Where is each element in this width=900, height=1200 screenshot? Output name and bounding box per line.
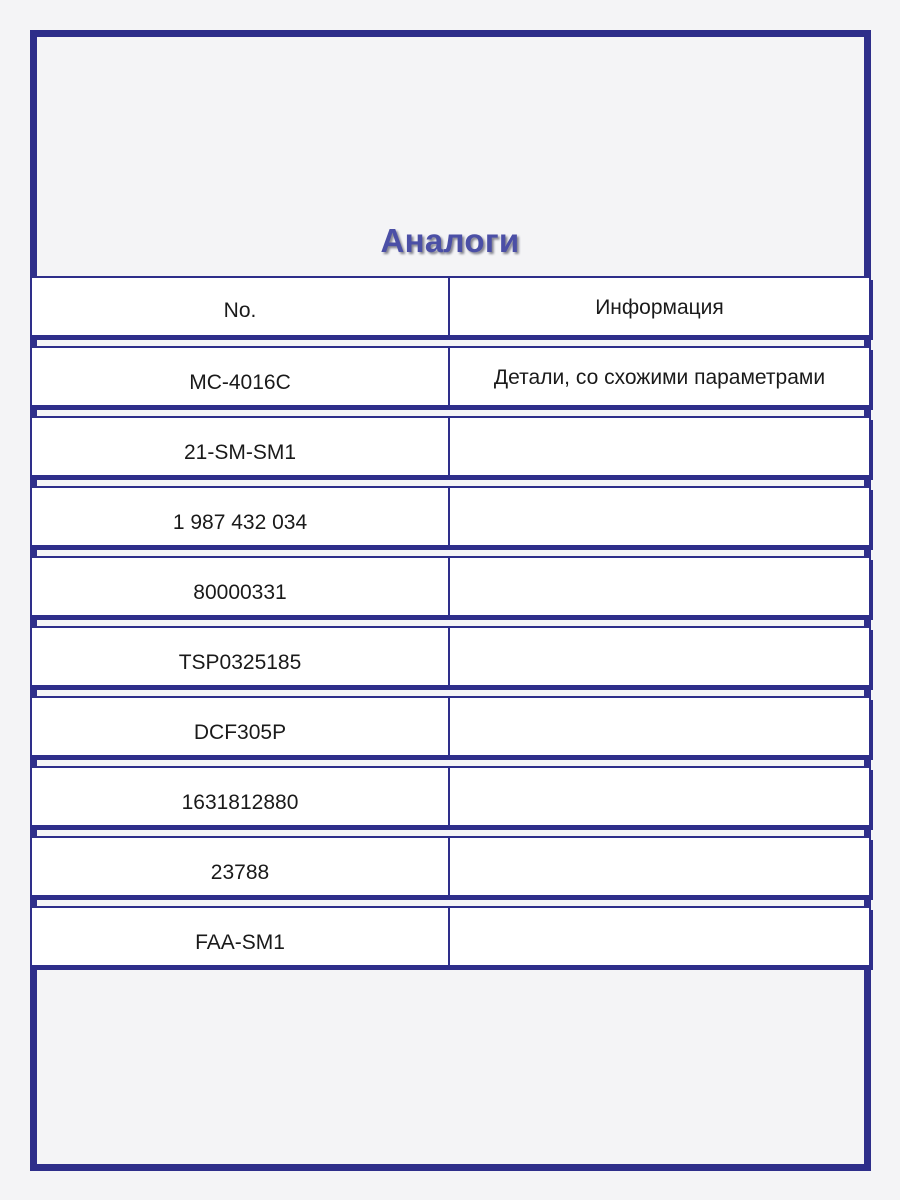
cell-no: DCF305P <box>30 696 450 757</box>
table-row <box>30 836 871 897</box>
cell-no: 80000331 <box>30 556 450 617</box>
page-title: Аналоги <box>380 222 520 259</box>
cell-info <box>450 416 871 477</box>
table-row <box>30 766 871 827</box>
cell-info <box>450 906 871 967</box>
table-row <box>30 346 871 407</box>
cell-info <box>450 626 871 687</box>
table-row <box>30 906 871 967</box>
cell-no: 23788 <box>30 836 450 897</box>
cell-info <box>450 766 871 827</box>
cell-no: MC-4016C <box>30 346 450 407</box>
table-row <box>30 626 871 687</box>
cell-info: Детали, со схожими параметрами <box>450 346 871 407</box>
cell-no: 21-SM-SM1 <box>30 416 450 477</box>
table-row <box>30 556 871 617</box>
table-row <box>30 696 871 757</box>
cell-info <box>450 696 871 757</box>
header-info: Информация <box>450 276 871 337</box>
table-row <box>30 486 871 547</box>
cell-info <box>450 486 871 547</box>
header-no: No. <box>30 276 450 337</box>
cell-no: FAA-SM1 <box>30 906 450 967</box>
analogs-table <box>30 276 871 976</box>
table-header-row <box>30 276 871 337</box>
cell-no: 1 987 432 034 <box>30 486 450 547</box>
cell-no: 1631812880 <box>30 766 450 827</box>
cell-info <box>450 556 871 617</box>
cell-no: TSP0325185 <box>30 626 450 687</box>
table-row <box>30 416 871 477</box>
cell-info <box>450 836 871 897</box>
